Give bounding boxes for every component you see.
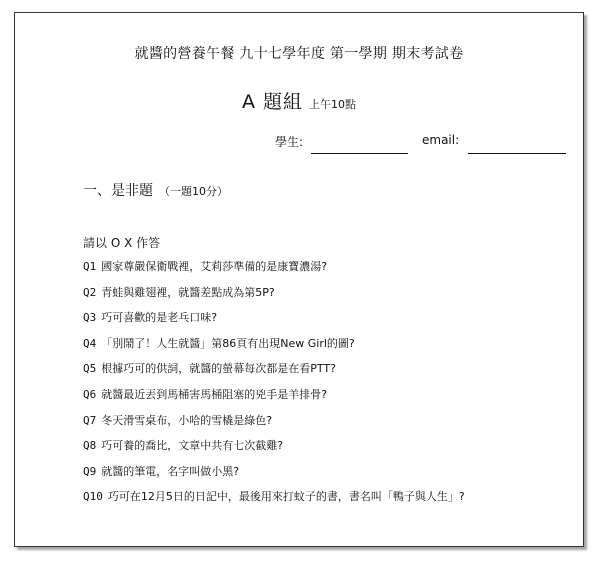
question-number: Q10 — [83, 490, 103, 504]
question-text: 巧可喜歡的是老乓口味? — [101, 311, 218, 325]
question-item — [83, 361, 465, 387]
question-item — [83, 387, 465, 413]
question-text: 「別鬧了！人生就醬」第86頁有出現New Girl的圖? — [101, 336, 355, 350]
question-item — [83, 336, 465, 362]
email-label: email: — [422, 133, 460, 147]
email-line[interactable] — [468, 153, 566, 154]
question-item — [83, 310, 465, 336]
question-item — [83, 438, 465, 464]
question-item — [83, 259, 465, 285]
question-number: Q6 — [83, 387, 97, 401]
answer-instruction: 請以 O X 作答 — [83, 236, 161, 250]
question-group-header — [15, 87, 583, 114]
section-score-note: （一題10分） — [159, 185, 228, 198]
exam-title: 就醬的營養午餐 九十七學年度 第一學期 期末考試卷 — [134, 46, 464, 62]
question-item — [83, 413, 465, 439]
question-text: 冬天滑雪桌布，小哈的雪橇是綠色? — [101, 413, 273, 427]
question-list — [83, 259, 465, 515]
question-number: Q2 — [83, 285, 97, 299]
question-text: 巧可養的喬比，文章中共有七次截雞? — [101, 439, 284, 453]
question-number: Q5 — [83, 362, 97, 376]
question-number: Q7 — [83, 413, 97, 427]
student-label: 學生: — [275, 135, 304, 149]
question-text: 青蛙與雞翅裡，就醬差點成為第5P? — [101, 285, 275, 299]
question-text: 根據巧可的供詞，就醬的螢幕每次都是在看PTT? — [101, 362, 336, 376]
section-heading — [83, 180, 228, 200]
question-text: 國家尊嚴保衛戰裡，艾莉莎準備的是康寶濃湯? — [101, 260, 328, 273]
group-title: A 題組 — [241, 91, 304, 113]
question-number: Q3 — [83, 311, 97, 325]
question-item — [83, 489, 465, 515]
question-number: Q9 — [83, 464, 97, 478]
group-time: 上午10點 — [309, 98, 357, 111]
question-text: 巧可在12月5日的日記中，最後用來打蚊子的書，書名叫「鴨子與人生」? — [107, 490, 465, 504]
question-number: Q8 — [83, 439, 97, 453]
question-text: 就醬最近丟到馬桶害馬桶阻塞的兇手是羊排骨? — [101, 387, 328, 401]
question-text: 就醬的筆電，名字叫做小黑? — [101, 464, 240, 478]
exam-paper — [14, 12, 584, 547]
question-item — [83, 285, 465, 311]
student-name-line[interactable] — [311, 153, 408, 154]
question-number: Q1 — [83, 260, 97, 273]
question-number: Q4 — [83, 336, 97, 350]
section-title: 一、是非題 — [83, 183, 153, 199]
question-item — [83, 464, 465, 490]
